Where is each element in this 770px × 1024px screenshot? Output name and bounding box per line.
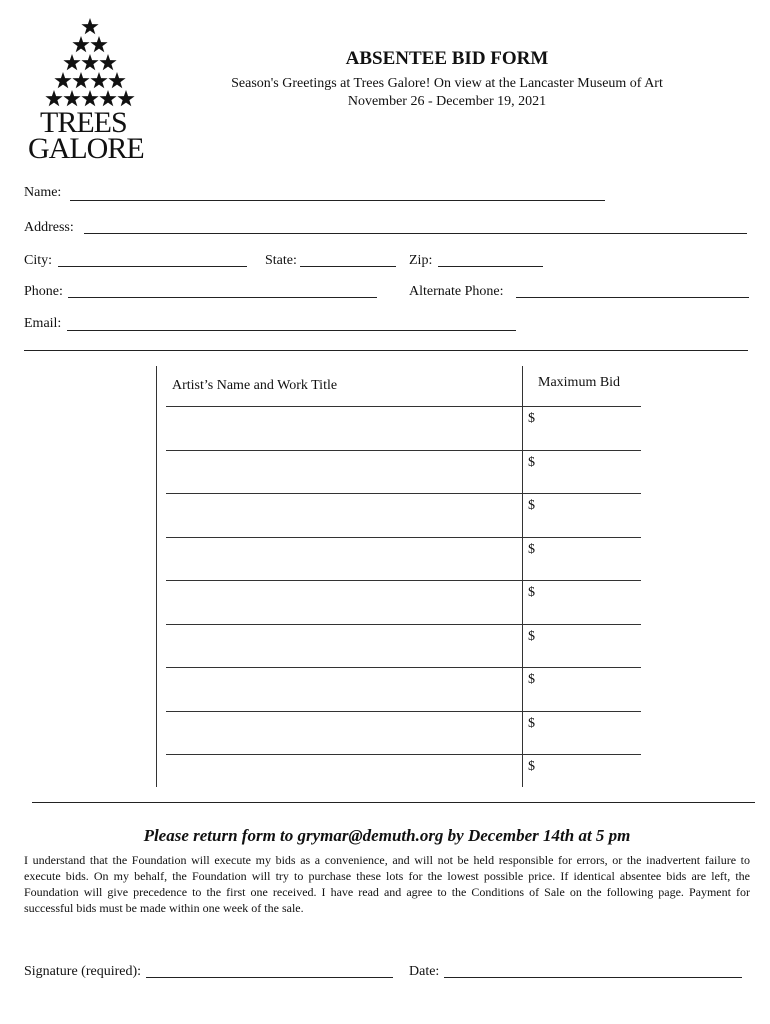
form-subtitle-event: Season's Greetings at Trees Galore! On view at the Lancaster Museum of Art bbox=[231, 76, 663, 91]
alt-phone-label: Alternate Phone: bbox=[409, 284, 504, 299]
table-row-line bbox=[166, 624, 641, 625]
email-field[interactable] bbox=[67, 330, 516, 331]
table-row-line bbox=[166, 450, 641, 451]
table-row-line bbox=[166, 493, 641, 494]
column-header-artist: Artist’s Name and Work Title bbox=[172, 378, 338, 393]
artist-work-input[interactable] bbox=[166, 713, 518, 751]
agreement-text: I understand that the Foundation will execute my bids as a convenience, and will not be held responsible for errors, or the inadvertent failure to execute bids. On my behalf, the Foundation will try to purchase these lots for the lowest possible price. If identical absentee bids are left, the Foundation will give precedence to the first one received. I have read and agree to the Conditions of Sale on the following page. Payment for successful bids must be made within one week of the sale. bbox=[24, 853, 750, 915]
form-title: ABSENTEE BID FORM bbox=[345, 48, 549, 69]
footer-divider bbox=[32, 802, 755, 803]
city-field[interactable] bbox=[58, 266, 247, 267]
trees-galore-logo bbox=[28, 16, 158, 165]
table-left-border bbox=[156, 366, 157, 787]
zip-label: Zip: bbox=[409, 253, 433, 268]
bid-currency-symbol: $ bbox=[528, 629, 535, 644]
max-bid-input[interactable] bbox=[540, 539, 640, 577]
bid-currency-symbol: $ bbox=[528, 672, 535, 687]
phone-field[interactable] bbox=[68, 297, 377, 298]
artist-work-input[interactable] bbox=[166, 539, 518, 577]
signature-label: Signature (required): bbox=[24, 964, 142, 979]
artist-work-input[interactable] bbox=[166, 669, 518, 707]
max-bid-input[interactable] bbox=[540, 626, 640, 664]
date-field[interactable] bbox=[444, 977, 742, 978]
artist-work-input[interactable] bbox=[166, 495, 518, 533]
email-label: Email: bbox=[24, 316, 62, 331]
max-bid-input[interactable] bbox=[540, 408, 640, 446]
artist-work-input[interactable] bbox=[166, 756, 518, 794]
alt-phone-field[interactable] bbox=[516, 297, 749, 298]
signature-field[interactable] bbox=[146, 977, 393, 978]
name-field[interactable] bbox=[70, 200, 605, 201]
bid-currency-symbol: $ bbox=[528, 498, 535, 513]
city-label: City: bbox=[24, 253, 53, 268]
max-bid-input[interactable] bbox=[540, 669, 640, 707]
logo-text-trees: TREES bbox=[40, 106, 127, 139]
table-row-line bbox=[166, 667, 641, 668]
section-divider bbox=[24, 350, 748, 351]
artist-work-input[interactable] bbox=[166, 626, 518, 664]
star-tree-icon bbox=[28, 16, 158, 112]
max-bid-input[interactable] bbox=[540, 582, 640, 620]
bid-currency-symbol: $ bbox=[528, 411, 535, 426]
max-bid-input[interactable] bbox=[540, 756, 640, 794]
logo-text-galore: GALORE bbox=[28, 132, 144, 165]
state-label: State: bbox=[265, 253, 297, 268]
bid-currency-symbol: $ bbox=[528, 585, 535, 600]
bid-currency-symbol: $ bbox=[528, 455, 535, 470]
zip-field[interactable] bbox=[438, 266, 543, 267]
artist-work-input[interactable] bbox=[166, 452, 518, 490]
table-row-line bbox=[166, 580, 641, 581]
table-row-line bbox=[166, 406, 641, 407]
bid-currency-symbol: $ bbox=[528, 759, 535, 774]
return-instructions: Please return form to grymar@demuth.org by December 14th at 5 pm bbox=[143, 826, 631, 845]
form-subtitle-dates: November 26 - December 19, 2021 bbox=[347, 94, 547, 109]
phone-label: Phone: bbox=[24, 284, 63, 299]
max-bid-input[interactable] bbox=[540, 495, 640, 533]
date-label: Date: bbox=[409, 964, 440, 979]
artist-work-input[interactable] bbox=[166, 582, 518, 620]
table-column-divider bbox=[522, 366, 523, 787]
table-row-line bbox=[166, 754, 641, 755]
bid-currency-symbol: $ bbox=[528, 542, 535, 557]
name-label: Name: bbox=[24, 185, 62, 200]
table-row-line bbox=[166, 711, 641, 712]
address-field[interactable] bbox=[84, 233, 747, 234]
max-bid-input[interactable] bbox=[540, 713, 640, 751]
table-row-line bbox=[166, 537, 641, 538]
bid-currency-symbol: $ bbox=[528, 716, 535, 731]
column-header-max-bid: Maximum Bid bbox=[538, 375, 621, 390]
max-bid-input[interactable] bbox=[540, 452, 640, 490]
state-field[interactable] bbox=[300, 266, 396, 267]
address-label: Address: bbox=[24, 220, 74, 235]
artist-work-input[interactable] bbox=[166, 408, 518, 446]
